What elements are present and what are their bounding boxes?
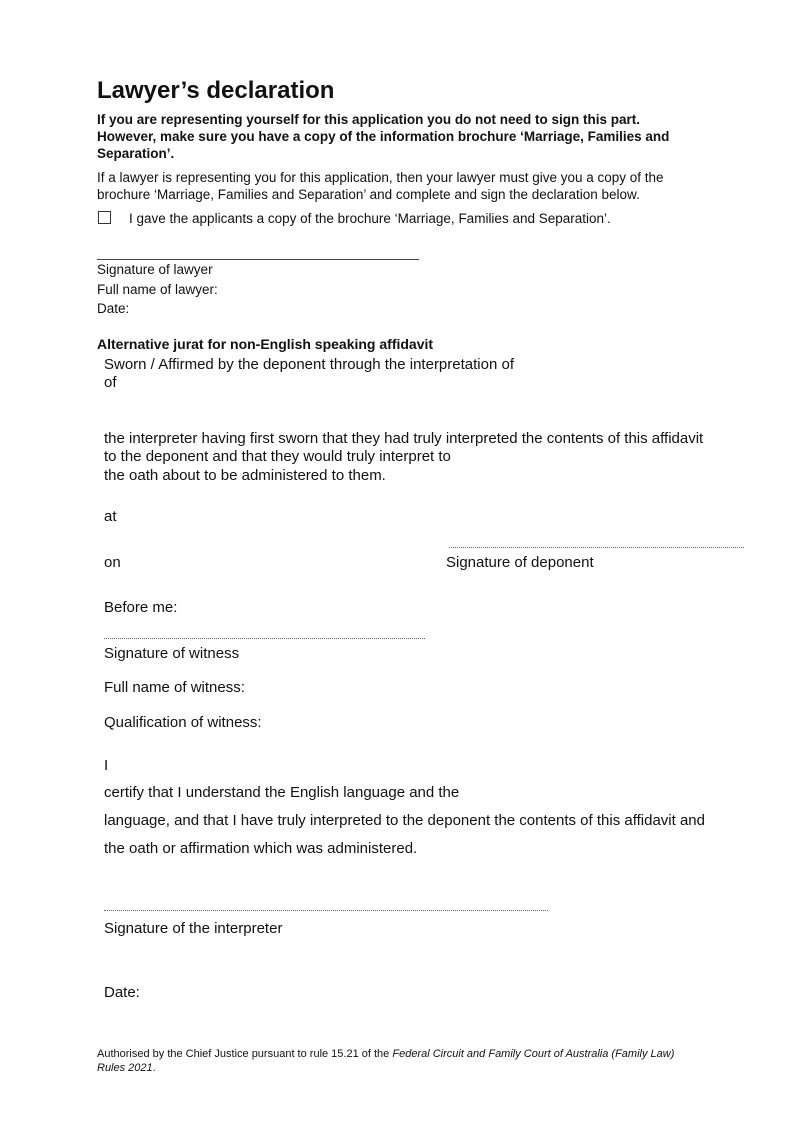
certify-line: the oath or affirmation which was administered. [104, 840, 418, 857]
at-label: at [104, 508, 117, 525]
interpreter-date-label: Date: [104, 984, 140, 1001]
footer-prefix: Authorised by the Chief Justice pursuant to rule 15.21 of the [97, 1048, 393, 1060]
sworn-affirmed-line: Sworn / Affirmed by the deponent through the interpretation of [104, 356, 514, 373]
note-line: If you are representing yourself for this application you do not need to sign this part. [97, 112, 641, 127]
deponent-signature-label: Signature of deponent [446, 554, 594, 571]
interpreter-statement-line: the interpreter having first sworn that they had truly interpreted the contents of this affidavit [104, 430, 704, 447]
of-label: of [104, 374, 117, 391]
note-line: Separation’. [97, 146, 175, 161]
instruction-line: If a lawyer is representing you for this application, then your lawyer must give you a copy of the [97, 170, 664, 185]
witness-qualification-label: Qualification of witness: [104, 714, 262, 731]
witness-full-name-label: Full name of witness: [104, 679, 245, 696]
on-label: on [104, 554, 121, 571]
witness-signature-label: Signature of witness [104, 645, 240, 662]
note-line: However, make sure you have a copy of the information brochure ‘Marriage, Families and [97, 129, 670, 144]
witness-signature-line[interactable] [104, 638, 425, 639]
interpreter-signature-label: Signature of the interpreter [104, 920, 283, 937]
certify-line: certify that I understand the English language and the [104, 784, 460, 801]
footer-rules-year: Rules 2021 [97, 1062, 153, 1074]
interpreter-statement-line: to the deponent and that they would truly interpret to [104, 448, 451, 465]
lawyer-signature-line[interactable] [97, 259, 419, 260]
instruction-line: brochure ‘Marriage, Families and Separation’ and complete and sign the declaration below. [97, 187, 640, 202]
lawyer-signature-label: Signature of lawyer [97, 262, 213, 277]
footer-suffix: . [152, 1062, 156, 1074]
page-title: Lawyer’s declaration [97, 77, 335, 104]
footer-rules-name: Federal Circuit and Family Court of Australia (Family Law) [392, 1048, 675, 1060]
self-representation-note [97, 111, 737, 162]
interpreter-i-label: I [104, 757, 109, 774]
authorisation-footer [97, 1047, 757, 1075]
lawyer-date-label: Date: [97, 301, 130, 316]
deponent-signature-line[interactable] [449, 547, 744, 548]
interpreter-statement-line: the oath about to be administered to them. [104, 467, 386, 484]
brochure-given-checkbox-label: I gave the applicants a copy of the brochure ‘Marriage, Families and Separation’. [129, 211, 611, 226]
brochure-given-checkbox[interactable] [98, 211, 111, 224]
certify-line: language, and that I have truly interpreted to the deponent the contents of this affidavit and [104, 812, 705, 829]
jurat-section-title: Alternative jurat for non-English speaking affidavit [97, 336, 434, 352]
lawyer-full-name-label: Full name of lawyer: [97, 282, 218, 297]
lawyer-instructions [97, 169, 664, 203]
before-me-label: Before me: [104, 599, 178, 616]
interpreter-signature-line[interactable] [104, 910, 548, 911]
